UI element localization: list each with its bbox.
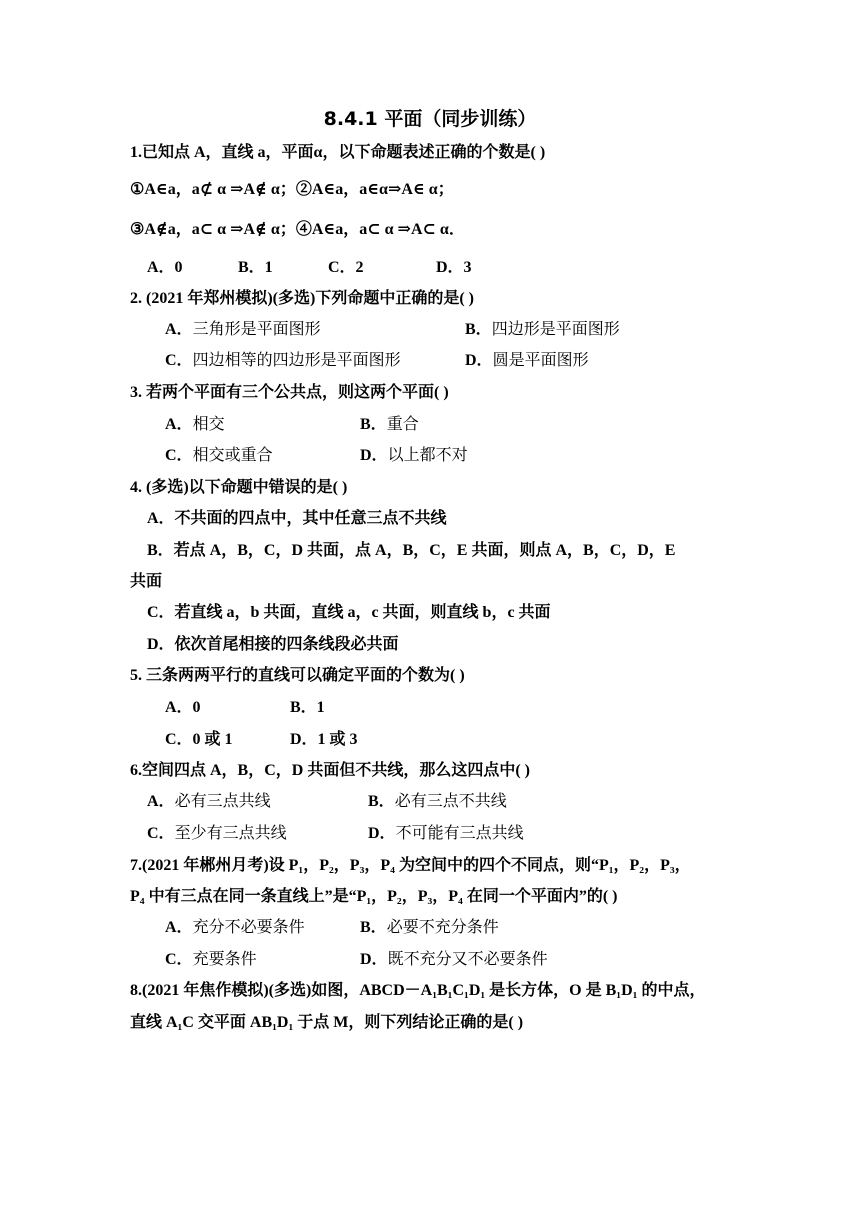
- question-6-option-b: B．必有三点不共线: [368, 793, 507, 810]
- page-title: 8.4.1 平面（同步训练）: [323, 108, 537, 130]
- question-7-option-d: D．既不充分又不必要条件: [360, 951, 548, 968]
- question-5-option-c: C．0 或 1: [165, 731, 233, 748]
- question-6-option-d: D．不可能有三点共线: [368, 825, 524, 842]
- question-1-option-c: C．2: [328, 259, 364, 276]
- question-7-option-c: C．充要条件: [165, 951, 257, 968]
- question-3-option-a: A．相交: [165, 416, 225, 433]
- question-6-option-a: A．必有三点共线: [147, 793, 271, 810]
- question-1-option-b: B．1: [238, 259, 273, 276]
- question-2-option-d: D．圆是平面图形: [465, 352, 589, 369]
- question-1-stem: 1.已知点 A，直线 a，平面α，以下命题表述正确的个数是( ): [130, 144, 546, 161]
- question-2-stem: 2. (2021 年郑州模拟)(多选)下列命题中正确的是( ): [130, 290, 474, 307]
- question-2-option-c: C．四边相等的四边形是平面图形: [165, 352, 401, 369]
- question-6-stem: 6.空间四点 A，B，C，D 共面但不共线，那么这四点中( ): [130, 762, 530, 779]
- question-7-stem-cont: P₄ 中有三点在同一条直线上”是“P₁，P₂，P₃，P₄ 在同一个平面内”的( ): [130, 888, 618, 905]
- question-4-option-a: A．不共面的四点中，其中任意三点不共线: [147, 510, 447, 527]
- question-1-line-1: ①A∈a，a⊄ α ⇒A∉ α；②A∈a，a∈α⇒A∈ α；: [130, 181, 454, 198]
- question-3-option-b: B．重合: [360, 416, 419, 433]
- question-1-option-a: A．0: [147, 259, 183, 276]
- question-3-option-d: D．以上都不对: [360, 447, 468, 464]
- question-3-option-c: C．相交或重合: [165, 447, 273, 464]
- question-8-stem-cont: 直线 A₁C 交平面 AB₁D₁ 于点 M，则下列结论正确的是( ): [130, 1014, 524, 1031]
- question-4-option-c: C．若直线 a，b 共面，直线 a，c 共面，则直线 b，c 共面: [147, 604, 551, 621]
- question-5-option-b: B．1: [290, 699, 325, 716]
- question-8-stem: 8.(2021 年焦作模拟)(多选)如图，ABCD－A₁B₁C₁D₁ 是长方体，O 是 B₁D₁ 的中点，: [130, 982, 706, 999]
- question-4-stem: 4. (多选)以下命题中错误的是( ): [130, 479, 348, 496]
- question-7-option-b: B．必要不充分条件: [360, 919, 499, 936]
- question-4-option-d: D．依次首尾相接的四条线段必共面: [147, 636, 399, 653]
- question-1-option-d: D．3: [436, 259, 472, 276]
- question-1-line-2: ③A∉a，a⊂ α ⇒A∉ α；④A∈a，a⊂ α ⇒A⊂ α．: [130, 221, 465, 238]
- question-2-option-b: B．四边形是平面图形: [465, 321, 620, 338]
- question-5-option-d: D．1 或 3: [290, 731, 358, 748]
- question-4-option-b-cont: 共面: [130, 573, 163, 590]
- question-5-option-a: A．0: [165, 699, 201, 716]
- question-6-option-c: C．至少有三点共线: [147, 825, 287, 842]
- question-2-option-a: A．三角形是平面图形: [165, 321, 321, 338]
- question-4-option-b: B．若点 A，B，C，D 共面，点 A，B，C，E 共面，则点 A，B，C，D，E: [147, 542, 676, 559]
- question-7-stem: 7.(2021 年郴州月考)设 P₁，P₂，P₃，P₄ 为空间中的四个不同点，则“P₁，P₂，P₃，: [130, 857, 691, 874]
- question-7-option-a: A．充分不必要条件: [165, 919, 305, 936]
- question-5-stem: 5. 三条两两平行的直线可以确定平面的个数为( ): [130, 667, 465, 684]
- question-3-stem: 3. 若两个平面有三个公共点，则这两个平面( ): [130, 384, 449, 401]
